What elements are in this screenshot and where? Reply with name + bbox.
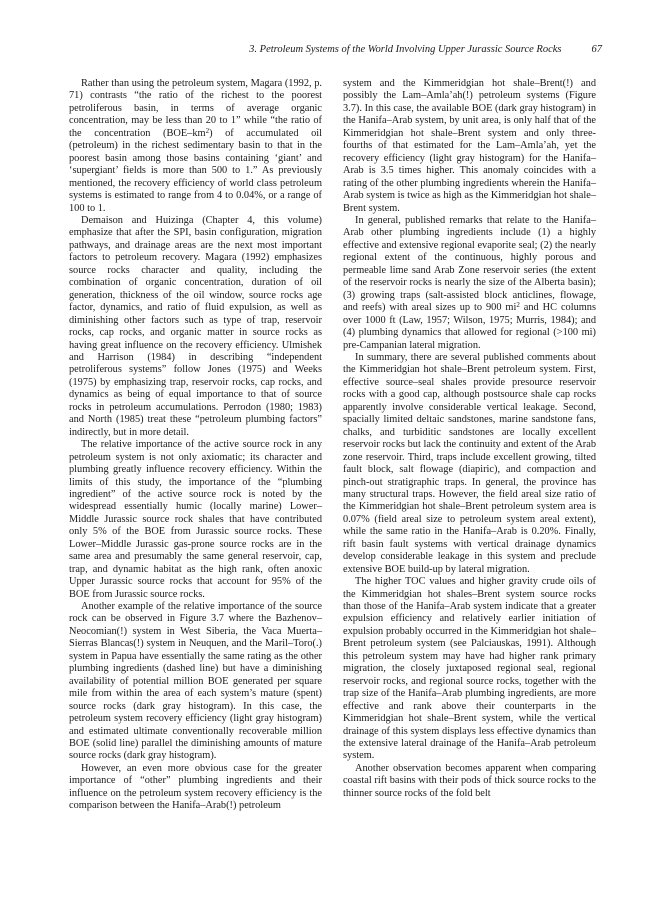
paragraph: Another observation becomes apparent when comparing coastal rift basins with their pods of thick source rocks to the thinner source rocks of the fold belt: [343, 762, 596, 799]
right-column: [343, 78, 596, 800]
paragraph: Another example of the relative importance of the source rock can be observed in Figure 3.7 where the Bazhenov–Neocomian(!) system in West Siberia, the Vaca Muerta–Sierras Blancas(!) system in Neuquen, and the Maril–Toro(.) system in Papua have essentially the same rating as the other plumbing ingredients (dashed line) but have a diminishing availability of potential million BOE generated per square mile from within the area of each system’s mature (spent) source rocks (dark gray histogram). In this case, the petroleum system recovery efficiency (light gray histogram) and estimated ultimate conventionally recoverable million BOE (solid line) parallel the diminishing amounts of mature source rocks (dark gray histogram).: [69, 601, 322, 762]
paragraph: Demaison and Huizinga (Chapter 4, this volume) emphasize that after the SPI, basin configuration, migration pathways, and drainage areas are the next most important factors to petroleum recovery. Magara (1992) emphasizes source rocks character and quality, including the combination of organic concentration, duration of oil generation, thickness of the oil window, source rocks age factor, dynamics, and ratio of fluid expulsion, as well as diminishing other factors such as type of trap, reservoir rocks, cap rocks, and organic matter in source rocks as having great influence on the recovery efficiency. Ulmishek and Harrison (1984) in describing “independent petroliferous systems” follow Jones (1975) and Weeks (1975) by emphasizing trap, reservoir rocks, cap rocks, and dynamics as being of equal importance to that of source rocks in petroleum accumulations. Perrodon (1980; 1983) and North (1985) treat these “petroleum plumbing factors” indirectly, but in more detail.: [69, 214, 322, 438]
paragraph: In general, published remarks that relate to the Hanifa–Arab other plumbing ingredients include (1) a highly effective and extensive regional evaporite seal; (2) the nearly regional extent of the continuous, highly porous and permeable lime sand Arab Zone reservoir series (the extent of the reservoir rocks is nearly the size of the Alberta basin); (3) growing traps (salt-assisted block anticlines, flowage, and reefs) with areal sizes up to 900 $mi^2$ and HC columns over 1000 ft (Law, 1957; Wilson, 1975; Murris, 1984); and (4) plumbing dynamics that allowed for regional (>100 mi) pre-Campanian lateral migration.: [343, 214, 596, 351]
paragraph: The relative importance of the active source rock in any petroleum system is not only axiomatic; its character and plumbing greatly influence recovery efficiency. Within the limits of this study, the importance of the “plumbing ingredient” of the active source rock is noted by the widespread essentially humic (locally marine) Lower–Middle Jurassic source rock shales that have contributed only 5% of the BOE from Jurassic source rocks. These Lower–Middle Jurassic gas-prone source rocks are in the same area and presumably the same general reservoir, cap, trap, and dynamic habitat as the high rank, often anoxic Upper Jurassic source rocks that account for 95% of the BOE from Jurassic source rocks.: [69, 439, 322, 600]
paragraph: In summary, there are several published comments about the Kimmeridgian hot shale–Brent petroleum system. First, effective source–seal shales provide presource reservoir rocks with a good cap, although postsource shale cap rocks apparently involve considerable vertical leakage. Second, spacially limited deltaic sandstones, marine sandstone fans, chalks, and turbiditic sandstones are locally excellent reservoir rocks but lack the continuity and extent of the Arab zone reservoir. Third, traps include excellent growing, tilted fault block, salt flowage (diapiric), and compaction and pinch-out stratigraphic traps. In general, the province has many structural traps. However, the field areal size ratio of the Kimmeridgian hot shale–Brent petroleum system area is 0.07% (field areal size to petroleum system areal extent), while the same ratio in the Hanifa–Arab is 0.20%. Finally, rift basin fault systems with vertical drainage dynamics develop considerable leakage in this system and preclude extensive BOE build-up by lateral migration.: [343, 351, 596, 575]
paragraph: The higher TOC values and higher gravity crude oils of the Kimmeridgian hot shales–Brent system source rocks than those of the Hanifa–Arab system indicate that a greater expulsion efficiency and relatively earlier initiation of expulsion probably occurred in the Kimmeridgian hot shale–Brent petroleum system (see Palciauskas, 1991). Although this petroleum system may have had higher rank primary migration, the closely juxtaposed regional seal, regional reservoir rocks, and regional source rocks, together with the trap size of the Hanifa–Arab plumbing ingredients, are more effective and rank above their counterparts in the Kimmeridgian hot shale–Brent system, while the vertical drainage of this system displays less effective dynamics than the extensive lateral drainage of the Hanifa–Arab petroleum system.: [343, 576, 596, 762]
paragraph: However, an even more obvious case for the greater importance of “other” plumbing ingredients and their influence on the petroleum system recovery efficiency is the comparison between the Hanifa–Arab(!) petroleum: [69, 762, 322, 812]
running-header: [70, 44, 602, 55]
paragraph: Rather than using the petroleum system, Magara (1992, p. 71) contrasts “the ratio of the richest to the poorest petroliferous basin, in terms of average organic concentration, may be less than 20 to 1” while “the ratio of the concentration $(BOE-km^2)$ of accumulated oil (petroleum) in the richest sedimentary basin to that in the poorest basin among those basins containing ‘giant’ and ‘supergiant’ fields is more than 500 to 1.” As previously mentioned, the recovery efficiency of world class petroleum systems is estimated to range from 4 to 0.04%, or a range of 100 to 1.: [69, 78, 322, 214]
running-title: 3. Petroleum Systems of the World Involving Upper Jurassic Source Rocks: [249, 44, 562, 55]
page-number: 67: [591, 44, 602, 55]
left-column: [69, 78, 322, 813]
paragraph: system and the Kimmeridgian hot shale–Brent(!) and possibly the Lam–Amla’ah(!) petroleum systems (Figure 3.7). In this case, the available BOE (dark gray histogram) in the Hanifa–Arab system, by unit area, is only half that of the Kimmeridgian hot shale–Brent system and only three-fourths of that estimated for the Lam–Amla’ah, yet the recovery efficiency (light gray histogram) for the Hanifa–Arab is 3.5 times higher. This anomaly coincides with a rating of the other plumbing ingredients wherein the Hanifa–Arab system is twice as high as the Kimmeridgian hot shale–Brent system.: [343, 78, 596, 214]
